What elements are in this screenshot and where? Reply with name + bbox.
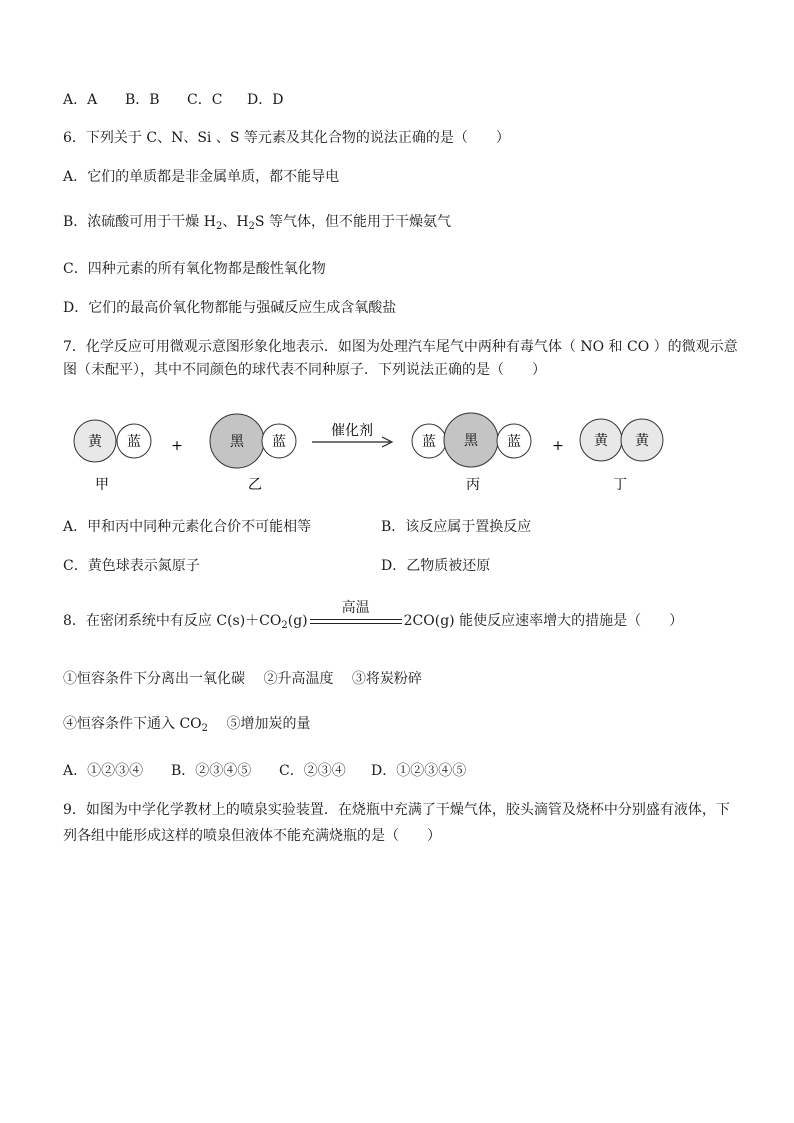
q5-option-b: B．B (125, 92, 160, 108)
q9-stem-line2: 列各组中能形成这样的喷泉但液体不能充满烧瓶的是（ ） (63, 828, 441, 844)
q7-stem-line2: 图（未配平），其中不同颜色的球代表不同种原子．下列说法正确的是（ ） (63, 362, 546, 378)
q5-option-d: D．D (247, 92, 284, 108)
q8-option-c: C．②③④ (279, 763, 346, 779)
q8-eq-line-bottom (310, 623, 402, 624)
bing-blue-label-right: 蓝 (507, 434, 521, 450)
label-jia: 甲 (95, 477, 109, 493)
yi-blue-label: 蓝 (272, 434, 286, 450)
q8-items-line1: ①恒容条件下分离出一氧化碳 ②升高温度 ③将炭粉碎 (63, 671, 422, 687)
q8-stem-pre: 8．在密闭系统中有反应 C(s)＋CO (63, 613, 282, 629)
q8-stem-post: 2CO(g) 能使反应速率增大的措施是（ ） (403, 613, 684, 629)
q8-options (63, 761, 466, 781)
q7-option-d: D．乙物质被还原 (381, 558, 491, 574)
q6-b-sub1: 2 (215, 221, 223, 232)
q8-condition: 高温 (341, 600, 370, 616)
bing-black-label: 黑 (464, 433, 478, 449)
q8-condition-arrow (310, 600, 402, 631)
q6-b-pre: B．浓硫酸可用于干燥 H (63, 214, 216, 230)
q6-option-a: A．它们的单质都是非金属单质，都不能导电 (63, 169, 340, 185)
jia-yellow-label: 黄 (88, 434, 102, 450)
q6-option-c: C．四种元素的所有氧化物都是酸性氧化物 (63, 261, 326, 277)
q6-option-d: D．它们的最高价氧化物都能与强碱反应生成含氧酸盐 (63, 300, 397, 316)
plus-sign-2: + (552, 438, 564, 454)
bing-blue-label-left: 蓝 (422, 434, 436, 450)
q8-item4-pre: ④恒容条件下通入 CO (63, 716, 202, 732)
plus-sign-1: + (171, 438, 183, 454)
yi-black-label: 黑 (230, 434, 244, 450)
reaction-diagram (60, 405, 680, 500)
q5-option-a: A．A (63, 92, 98, 108)
q6-b-mid: 、H (222, 214, 249, 230)
ding-yellow-label-right: 黄 (635, 433, 649, 449)
q8-items-line2 (63, 714, 310, 739)
q8-stem-sub: 2 (281, 620, 288, 631)
q5-option-c: C．C (187, 92, 223, 108)
q8-item5: ⑤增加炭的量 (208, 716, 311, 732)
q6-b-sub2: 2 (248, 221, 255, 232)
q8-stem (63, 600, 684, 631)
q8-item4-sub: 2 (201, 723, 209, 734)
q8-option-a: A．①②③④ (63, 763, 144, 779)
q7-stem-line1: 7．化学反应可用微观示意图形象化地表示．如图为处理汽车尾气中两种有毒气体（ NO 和 CO ）的微观示意 (63, 339, 738, 355)
q7-option-b: B．该反应属于置换反应 (381, 519, 532, 535)
q6-b-post: S 等气体，但不能用于干燥氨气 (254, 214, 451, 230)
q9-stem-line1: 9．如图为中学化学教材上的喷泉实验装置．在烧瓶中充满了干燥气体，胶头滴管及烧杯中分别盛有液体，下 (63, 802, 730, 818)
q5-options (63, 90, 283, 110)
q8-stem-mid: (g) (287, 613, 308, 629)
label-yi: 乙 (248, 477, 262, 493)
ding-yellow-label-left: 黄 (594, 433, 608, 449)
q8-option-d: D．①②③④⑤ (371, 763, 467, 779)
q7-option-c: C．黄色球表示氮原子 (63, 558, 200, 574)
jia-blue-label: 蓝 (127, 434, 141, 450)
label-ding: 丁 (613, 477, 627, 493)
q6-stem: 6．下列关于 C、N、Si 、S 等元素及其化合物的说法正确的是（ ） (63, 130, 510, 146)
q8-eq-line-top (310, 619, 402, 620)
q7-option-a: A．甲和丙中同种元素化合价不可能相等 (63, 519, 312, 535)
q6-option-b (63, 212, 451, 237)
q8-option-b: B．②③④⑤ (171, 763, 252, 779)
catalyst-label: 催化剂 (331, 423, 373, 439)
label-bing: 丙 (466, 477, 480, 493)
